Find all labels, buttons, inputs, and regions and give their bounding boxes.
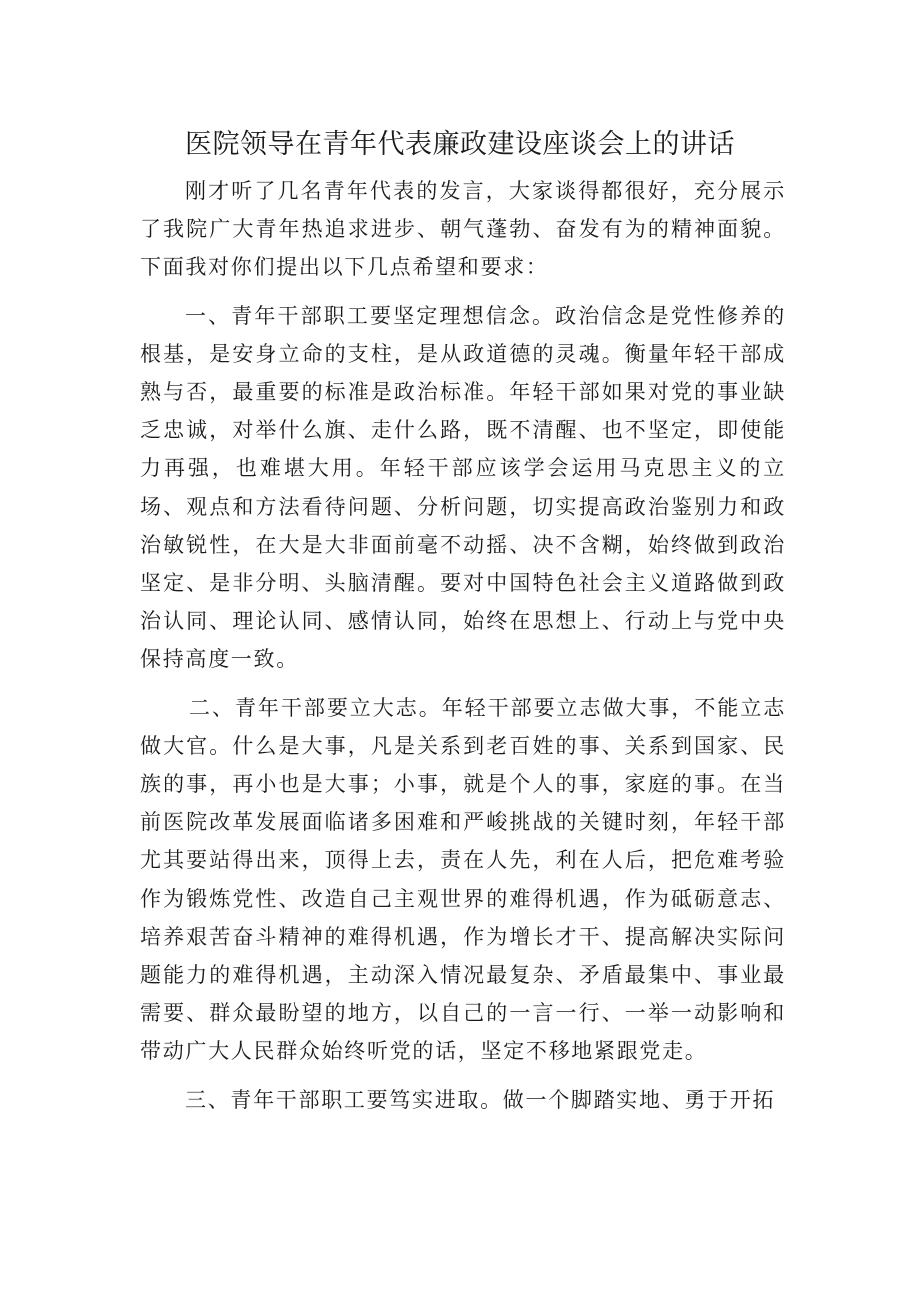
paragraph-point-3: 三、青年干部职工要笃实进取。做一个脚踏实地、勇于开拓 <box>185 1087 776 1112</box>
paragraph-intro: 刚才听了几名青年代表的发言，大家谈得都很好，充分展示了我院广大青年热追求进步、朝气蓬勃、奋发有为的精神面貌。下面我对你们提出以下几点希望和要求： <box>140 179 786 280</box>
document-title: 医院领导在青年代表廉政建设座谈会上的讲话 <box>185 129 735 160</box>
document-body <box>140 172 786 1129</box>
paragraph-point-2: 二、青年干部要立大志。年轻干部要立志做大事，不能立志做大官。什么是大事，凡是关系到老百姓的事、关系到国家、民族的事，再小也是大事；小事，就是个人的事，家庭的事。在当前医院改革发展面临诸多困难和严峻挑战的关键时刻，年轻干部尤其要站得出来，顶得上去，责在人先，利在人后，把危难考验作为锻炼党性、改造自己主观世界的难得机遇，作为砥砺意志、培养艰苦奋斗精神的难得机遇，作为增长才干、提高解决实际问题能力的难得机遇，主动深入情况最复杂、矛盾最集中、事业最需要、群众最盼望的地方，以自己的一言一行、一举一动影响和带动广大人民群众始终听党的话，坚定不移地紧跟党走。 <box>140 695 786 1064</box>
paragraph-point-1: 一、青年干部职工要坚定理想信念。政治信念是党性修养的根基，是安身立命的支柱，是从政道德的灵魂。衡量年轻干部成熟与否，最重要的标准是政治标准。年轻干部如果对党的事业缺乏忠诚，对举什么旗、走什么路，既不清醒、也不坚定，即使能力再强，也难堪大用。年轻干部应该学会运用马克思主义的立场、观点和方法看待问题、分析问题，切实提高政治鉴别力和政治敏锐性，在大是大非面前毫不动摇、决不含糊，始终做到政治坚定、是非分明、头脑清醒。要对中国特色社会主义道路做到政治认同、理论认同、感情认同，始终在思想上、行动上与党中央保持高度一致。 <box>140 303 786 672</box>
